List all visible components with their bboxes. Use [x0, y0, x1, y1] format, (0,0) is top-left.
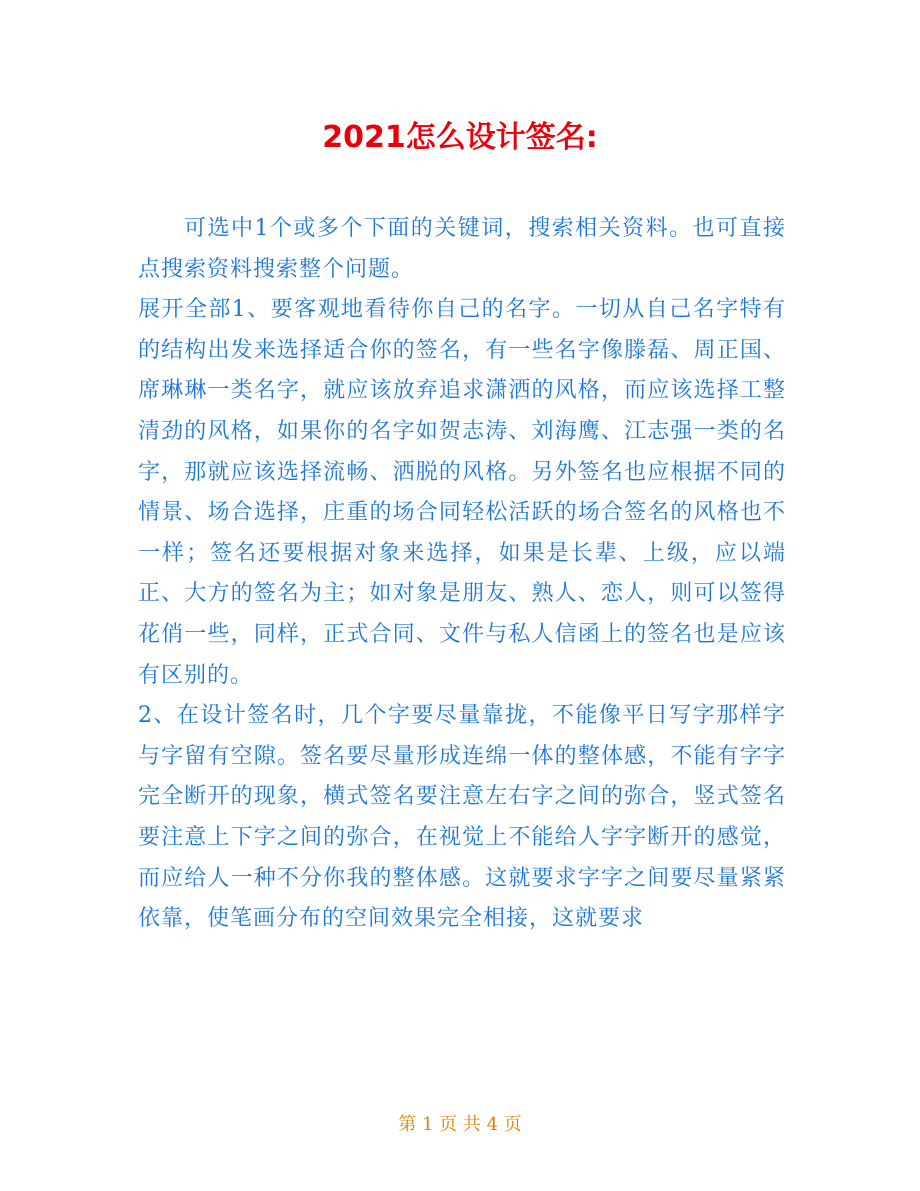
page-number-footer	[0, 1112, 920, 1138]
document-title: 2021怎么设计签名:	[322, 120, 598, 155]
paragraph-intro: 可选中1个或多个下面的关键词，搜索相关资料。也可直接点搜索资料搜索整个问题。	[138, 216, 786, 282]
document-body	[138, 209, 786, 940]
page-number-label: 第 1 页 共 4 页	[398, 1114, 522, 1135]
paragraph-point-2: 2、在设计签名时，几个字要尽量靠拢，不能像平日写字那样字与字留有空隙。签名要尽量形成连绵一体的整体感，不能有字字完全断开的现象，横式签名要注意左右字之间的弥合，竖式签名要注意上下字之间的弥合，在视觉上不能给人字字断开的感觉，而应给人一种不分你我的整体感。这就要求字字之间要尽量紧紧依靠，使笔画分布的空间效果完全相接，这就要求	[138, 703, 786, 932]
paragraph-point-1: 展开全部1、要客观地看待你自己的名字。一切从自己名字特有的结构出发来选择适合你的签名，有一些名字像滕磊、周正国、席琳琳一类名字，就应该放弃追求潇洒的风格，而应该选择工整清劲的风格，如果你的名字如贺志涛、刘海鹰、江志强一类的名字，那就应该选择流畅、洒脱的风格。另外签名也应根据不同的情景、场合选择，庄重的场合同轻松活跃的场合签名的风格也不一样；签名还要根据对象来选择，如果是长辈、上级，应以端正、大方的签名为主；如对象是朋友、熟人、恋人，则可以签得花俏一些，同样，正式合同、文件与私人信函上的签名也是应该有区别的。	[138, 297, 786, 688]
